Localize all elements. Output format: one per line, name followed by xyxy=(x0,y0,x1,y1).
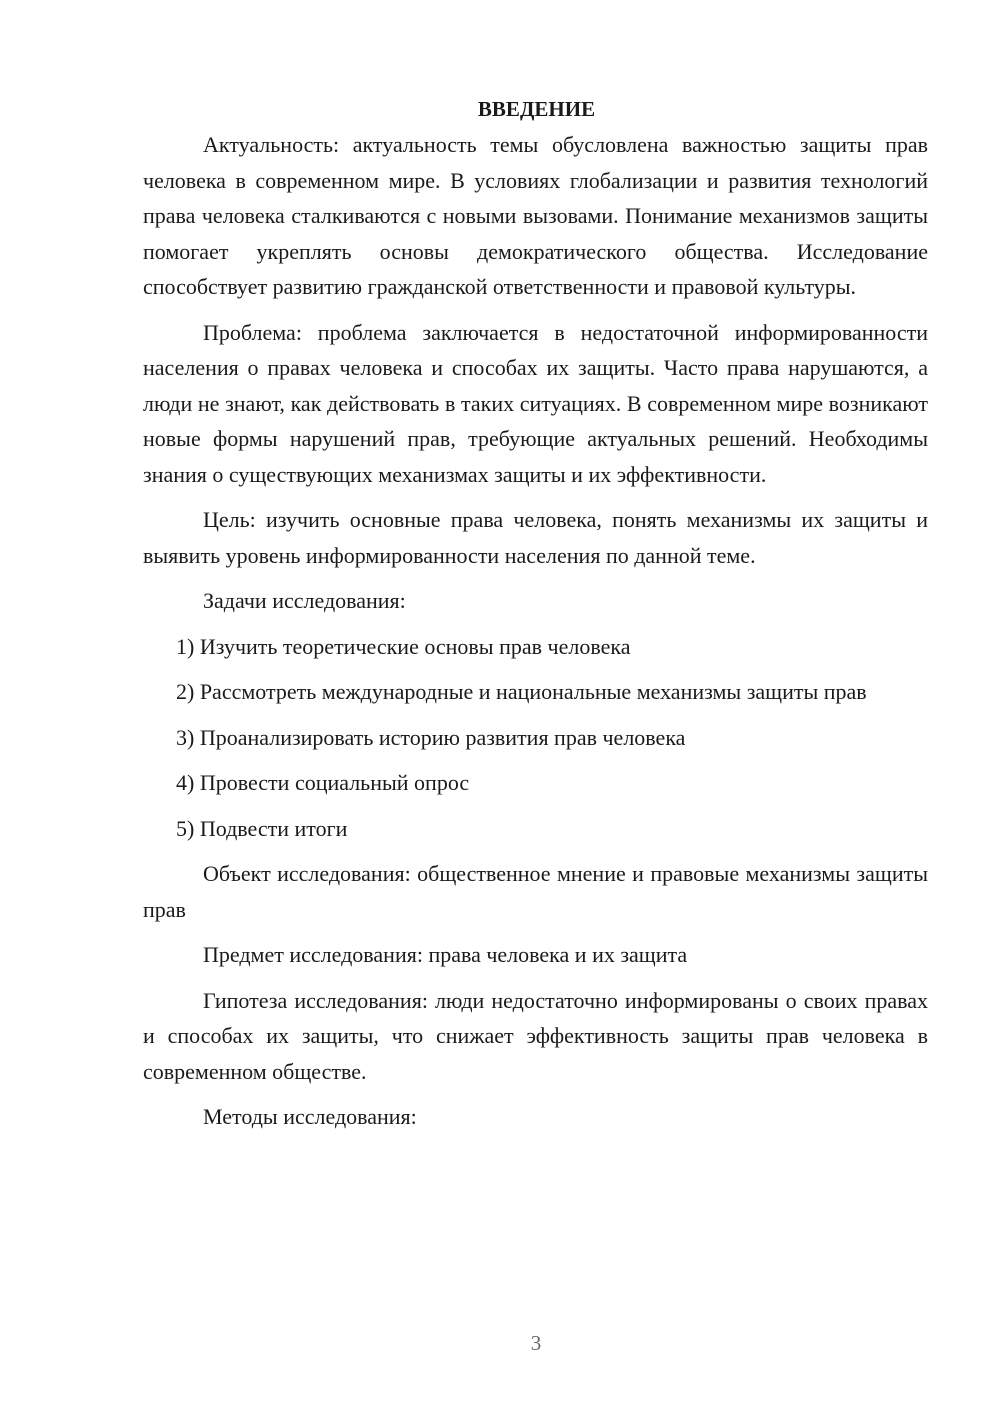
task-item-4: 4) Провести социальный опрос xyxy=(176,770,470,795)
tasks-heading: Задачи исследования: xyxy=(203,588,406,613)
task-item-1: 1) Изучить теоретические основы прав человека xyxy=(176,633,631,659)
hypothesis-paragraph: Гипотеза исследования: люди недостаточно информированы о своих правах и способах их защиты, что снижает эффективность защиты прав человека в современном обществе. xyxy=(143,987,928,1084)
methods-heading: Методы исследования: xyxy=(203,1104,417,1129)
task-item-2: 2) Рассмотреть международные и национальные механизмы защиты прав xyxy=(176,679,867,704)
page-number: 3 xyxy=(530,1331,542,1355)
subject-paragraph: Предмет исследования: права человека и их защита xyxy=(203,942,688,967)
goal-paragraph: Цель: изучить основные права человека, понять механизмы их защиты и выявить уровень информированности населения по данной теме. xyxy=(143,507,928,568)
section-title: ВВЕДЕНИЕ xyxy=(477,97,596,121)
document-body xyxy=(143,92,928,1145)
problem-paragraph: Проблема: проблема заключается в недостаточной информированности населения о правах человека и способах их защиты. Часто права нарушаются, а люди не знают, как действовать в таких ситуациях. В современном мире возникают новые формы нарушений прав, требующие актуальных решений. Необходимы знания о существующих механизмах защиты и их эффективности. xyxy=(143,319,928,487)
task-item-3: 3) Проанализировать историю развития прав человека xyxy=(176,724,686,750)
object-paragraph: Объект исследования: общественное мнение и правовые механизмы защиты прав xyxy=(143,861,928,922)
relevance-paragraph: Актуальность: актуальность темы обусловлена важностью защиты прав человека в современном мире. В условиях глобализации и развития технологий права человека сталкиваются с новыми вызовами. Понимание механизмов защиты помогает укреплять основы демократического общества. Исследование способствует развитию гражданской ответственности и правовой культуры. xyxy=(143,132,928,299)
task-item-5: 5) Подвести итоги xyxy=(176,815,348,841)
